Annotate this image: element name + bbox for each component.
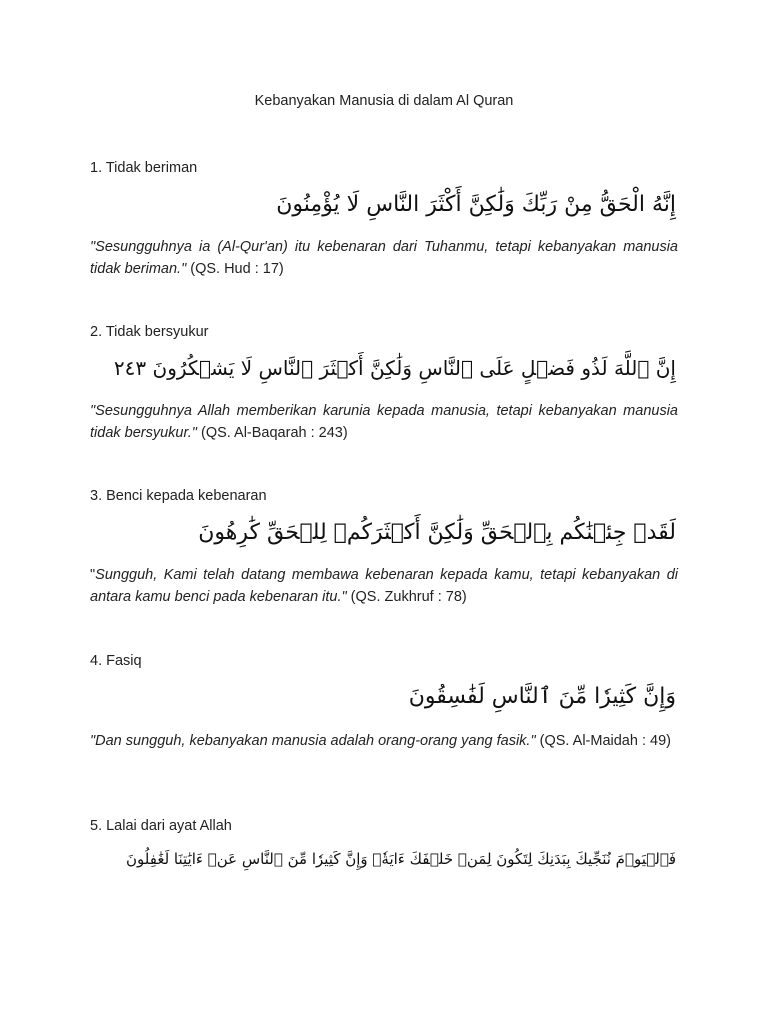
translation-ref-2: (QS. Al-Baqarah : 243) [196, 425, 348, 441]
arabic-verse-2: إِنَّ ٱللَّهَ لَذُو فَضۡلٍ عَلَى ٱلنَّاسِ وَلَٰكِنَّ أَكۡثَرَ ٱلنَّاسِ لَا يَشۡكُرُونَ ٢٤٣ [113, 356, 676, 380]
translation-ref-3: (QS. Zukhruf : 78) [346, 589, 467, 605]
arabic-verse-1: إِنَّهُ الْحَقُّ مِنْ رَبِّكَ وَلَٰكِنَّ أَكْثَرَ النَّاسِ لَا يُؤْمِنُونَ [276, 192, 676, 217]
item-heading-2: 2. Tidak bersyukur [90, 324, 209, 340]
translation-quote-1: "Sesungguhnya ia (Al-Qur'an) itu kebenaran dari Tuhanmu, tetapi kebanyakan manusia tidak beriman." [90, 239, 678, 277]
translation-ref-4: (QS. Al-Maidah : 49) [535, 733, 671, 749]
translation-2 [90, 400, 678, 444]
item-heading-1: 1. Tidak beriman [90, 160, 198, 176]
translation-3 [90, 564, 678, 608]
document-title: Kebanyakan Manusia di dalam Al Quran [254, 93, 514, 109]
item-heading-3: 3. Benci kepada kebenaran [90, 488, 267, 504]
translation-quote-2: "Sesungguhnya Allah memberikan karunia kepada manusia, tetapi kebanyakan manusia tidak bersyukur." [90, 403, 678, 441]
translation-1 [90, 236, 678, 280]
translation-quote-prefix-3: " [90, 567, 96, 583]
translation-ref-1: (QS. Hud : 17) [186, 261, 284, 277]
arabic-verse-5: فَٱلۡيَوۡمَ نُنَجِّيكَ بِبَدَنِكَ لِتَكُونَ لِمَنۡ خَلۡفَكَ ءَايَةٗۚ وَإِنَّ كَثِيرٗا مِّنَ ٱلنَّاسِ عَنۡ ءَايَٰتِنَا لَغَٰفِلُونَ [126, 850, 676, 868]
translation-4 [90, 730, 678, 752]
item-heading-5: 5. Lalai dari ayat Allah [90, 818, 232, 834]
arabic-verse-4: وَإِنَّ كَثِيرٗا مِّنَ ٱلنَّاسِ لَفَٰسِقُونَ [408, 684, 676, 709]
translation-quote-3: Sungguh, Kami telah datang membawa kebenaran kepada kamu, tetapi kebanyakan di antara kamu benci pada kebenaran itu." [90, 567, 678, 605]
item-heading-4: 4. Fasiq [90, 653, 142, 669]
arabic-verse-3: لَقَدۡ جِئۡنَٰكُم بِٱلۡحَقِّ وَلَٰكِنَّ أَكۡثَرَكُمۡ لِلۡحَقِّ كَٰرِهُونَ [198, 520, 676, 545]
translation-quote-4: "Dan sungguh, kebanyakan manusia adalah orang-orang yang fasik." [90, 733, 536, 749]
